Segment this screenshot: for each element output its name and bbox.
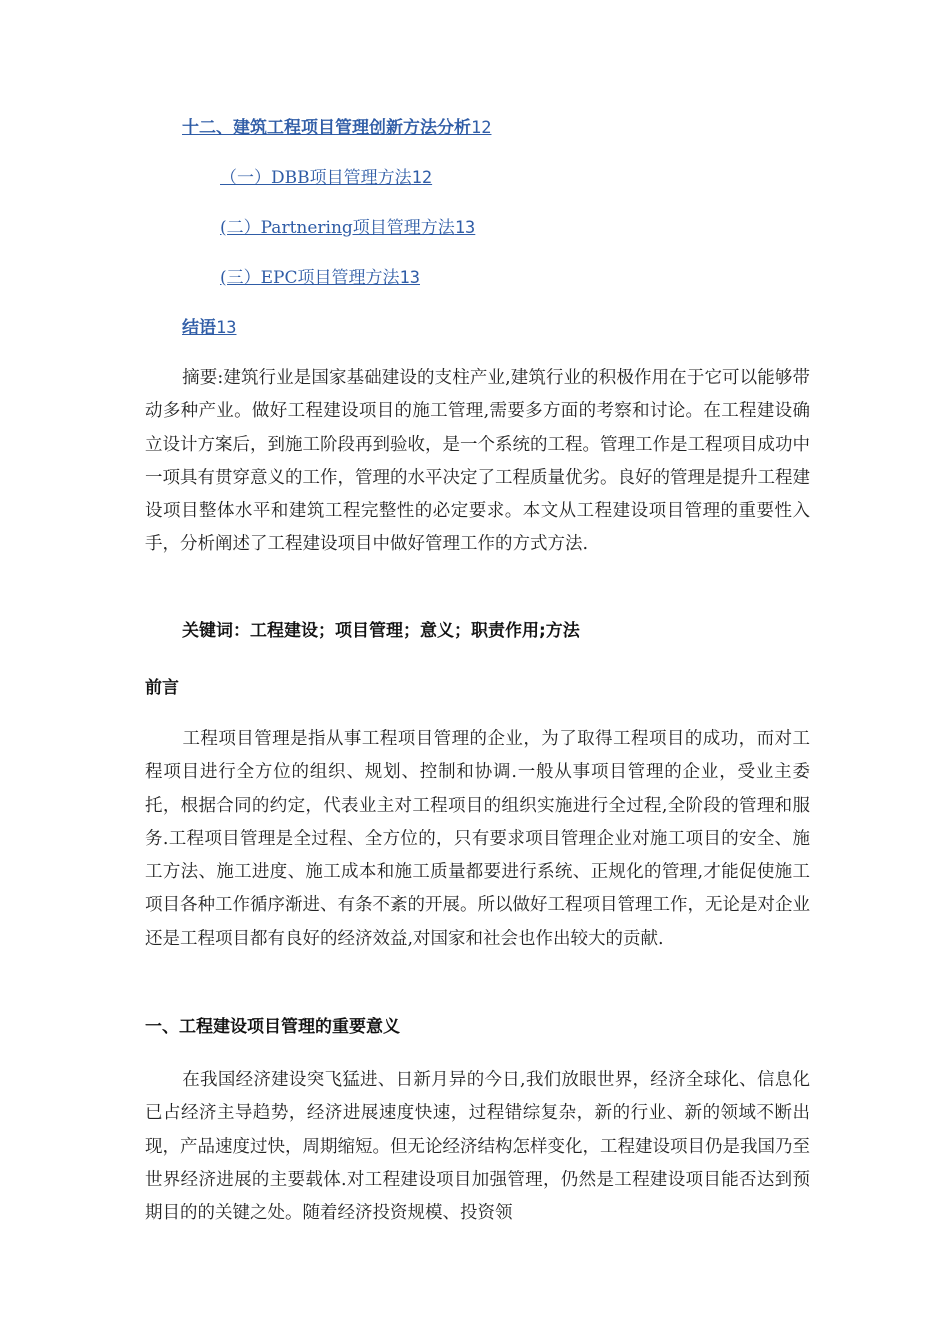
toc-entry-page: 13 <box>454 218 476 238</box>
toc-entry-title: (三）EPC项目管理方法 <box>220 268 400 288</box>
toc-entry-page: 12 <box>411 168 433 188</box>
preface-heading: 前言 <box>145 678 179 698</box>
toc-entry-page: 12 <box>471 118 492 138</box>
toc-entry-title: （一）DBB项目管理方法 <box>220 168 412 188</box>
section-1-text: 在我国经济建设突飞猛进、日新月异的今日,我们放眼世界，经济全球化、信息化已占经济主导趋势，经济进展速度快速，过程错综复杂，新的行业、新的领域不断出现，产品速度过快，周期缩短。但无论经济结构怎样变化，工程建设项目仍是我国乃至世界经济进展的主要载体.对工程建设项目加强管理，仍然是工程建设项目能否达到预期目的的关键之处。随着经济投资规模、投资领 <box>145 1070 810 1224</box>
toc-entry-conclusion[interactable] <box>182 316 236 340</box>
toc-entry-epc[interactable] <box>220 266 420 290</box>
toc-entry-page: 13 <box>399 268 420 288</box>
toc-entry-section-12[interactable] <box>182 116 491 140</box>
preface-text: 工程项目管理是指从事工程项目管理的企业，为了取得工程项目的成功，而对工程项目进行全方位的组织、规划、控制和协调.一般从事项目管理的企业，受业主委托，根据合同的约定，代表业主对工程项目的组织实施进行全过程,全阶段的管理和服务.工程项目管理是全过程、全方位的，只有要求项目管理企业对施工项目的安全、施工方法、施工进度、施工成本和施工质量都要进行系统、正规化的管理,才能促使施工项目各种工作循序渐进、有条不紊的开展。所以做好工程项目管理工作，无论是对企业还是工程项目都有良好的经济效益,对国家和社会也作出较大的贡献. <box>145 729 810 949</box>
preface-paragraph <box>145 723 810 956</box>
toc-entry-dbb[interactable] <box>220 166 432 190</box>
toc-entry-page: 13 <box>216 318 237 338</box>
section-1-heading: 一、工程建设项目管理的重要意义 <box>145 1017 400 1037</box>
keywords-line: 关键词：工程建设；项目管理；意义；职责作用;方法 <box>182 621 580 641</box>
section-1-paragraph <box>145 1064 810 1230</box>
toc-entry-title: 十二、建筑工程项目管理创新方法分析 <box>182 118 471 138</box>
abstract-paragraph <box>145 362 810 562</box>
toc-entry-title: (二）Partnering项目管理方法 <box>220 218 455 238</box>
abstract-text: 摘要:建筑行业是国家基础建设的支柱产业,建筑行业的积极作用在于它可以能够带动多种产业。做好工程建设项目的施工管理,需要多方面的考察和讨论。在工程建设确立设计方案后，到施工阶段再到验收，是一个系统的工程。管理工作是工程项目成功中一项具有贯穿意义的工作，管理的水平决定了工程质量优劣。良好的管理是提升工程建设项目整体水平和建筑工程完整性的必定要求。本文从工程建设项目管理的重要性入手，分析阐述了工程建设项目中做好管理工作的方式方法. <box>145 368 810 555</box>
toc-entry-title: 结语 <box>182 318 216 338</box>
toc-entry-partnering[interactable] <box>220 216 475 240</box>
